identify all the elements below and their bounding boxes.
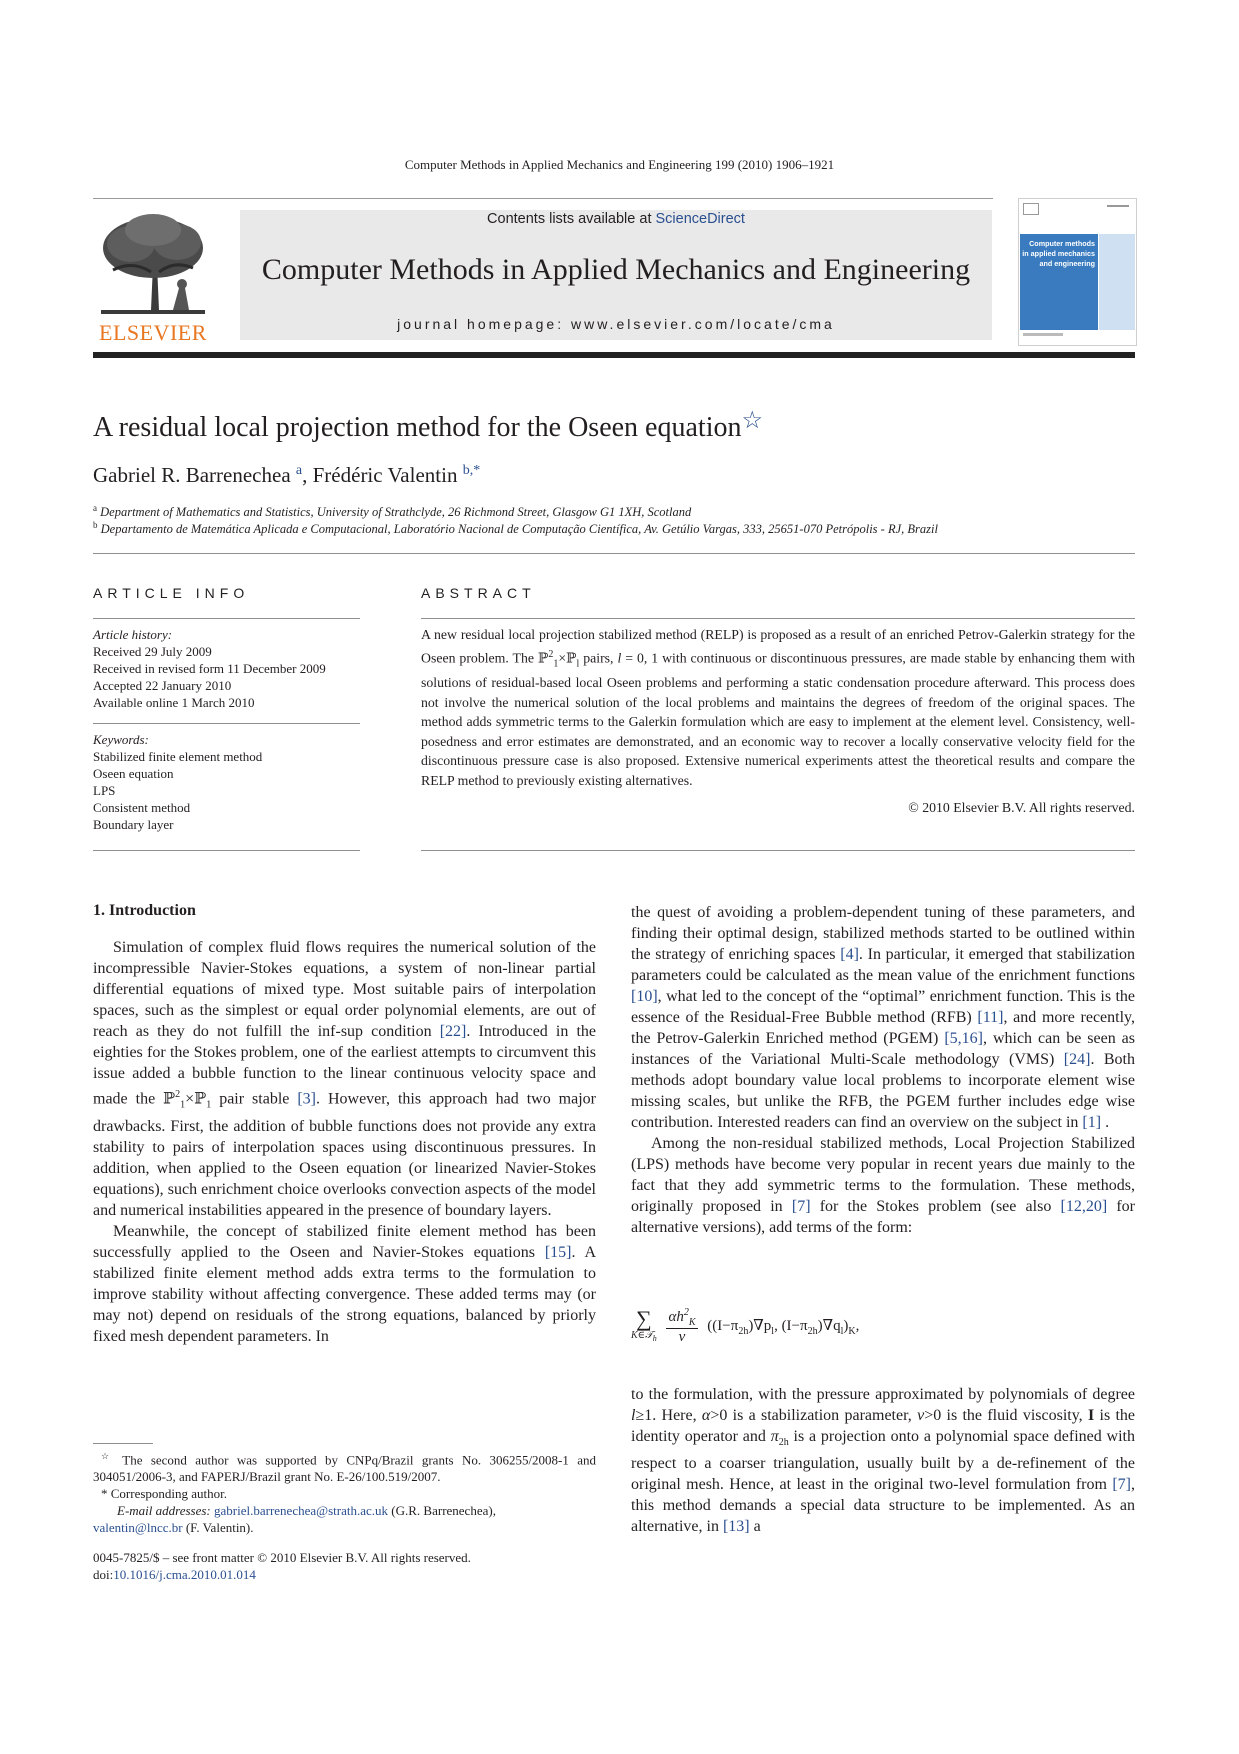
author-name: Gabriel R. Barrenechea: [93, 463, 291, 487]
citation-link[interactable]: [3]: [297, 1090, 316, 1108]
fraction-numerator: [666, 1307, 697, 1329]
body-text: pair stable: [211, 1090, 298, 1108]
keyword: LPS: [93, 783, 116, 798]
journal-cover-thumbnail[interactable]: [1018, 198, 1137, 346]
header-thick-rule: [93, 352, 1135, 358]
pair-symbol: ℙ: [163, 1090, 176, 1108]
email-owner: (F. Valentin).: [182, 1520, 254, 1536]
pair-sub: 1: [180, 1099, 186, 1111]
abstract-rule: [421, 850, 1135, 851]
math-var: ν: [917, 1407, 925, 1424]
footnote: [93, 1485, 596, 1502]
elsevier-wordmark: ELSEVIER: [99, 320, 207, 345]
title-footnote-star-icon[interactable]: ☆: [741, 408, 763, 434]
info-rule: [93, 618, 360, 619]
keyword: Oseen equation: [93, 766, 174, 781]
body-text: . Introduced in the eighties for the Stokes problem, one of the earliest attempts to circumvent this issue added a bubble function to the linear continuous velocity space and made the: [93, 1023, 597, 1108]
pair-sub: 1: [206, 1099, 212, 1111]
body-text: , this method demands a special data structure to be implemented. As an alternative, in: [631, 1476, 1135, 1536]
citation-link[interactable]: [4]: [840, 946, 859, 963]
body-text: , and more recently, the Petrov-Galerkin Enriched method (PGEM): [631, 1009, 1135, 1047]
info-rule: [93, 723, 360, 724]
affiliation: [93, 503, 691, 520]
equation-text: ,: [855, 1318, 860, 1334]
fraction: [666, 1307, 697, 1346]
journal-homepage[interactable]: journal homepage: www.elsevier.com/locate/cma: [397, 316, 835, 332]
body-text: is the identity operator and: [631, 1407, 1136, 1445]
cover-volume-mark: [1107, 205, 1129, 207]
body-text: , what led to the concept of the “optimal” enrichment function. This is the essence of the Residual-Free Bubble method (RFB): [631, 988, 1135, 1026]
history-item: Available online 1 March 2010: [93, 695, 255, 710]
journal-title: Computer Methods in Applied Mechanics and Engineering: [261, 253, 971, 286]
doi-prefix: doi:: [93, 1567, 114, 1582]
body-text: . A stabilized finite element method adds extra terms to the formulation to improve stability without affecting convergence. These added terms may (or may not) depend on residuals of the strong equations, balanced by priorly fixed mesh dependent parameters. In: [93, 1243, 597, 1345]
body-text: . However, this approach had two major drawbacks. First, the addition of bubble functions does not provide any extra stability to pairs of interpolation spaces using discontinuous pressures. In addition, when applied to the Oseen equation (or linearized Navier-Stokes equations), such enrichment choice overlooks convection aspects of the model and numerical instabilities appeared in the presence of boundary layers.: [93, 1090, 596, 1219]
pair-sub: 1: [553, 657, 559, 669]
sum-index-text: K∈𝒯: [631, 1330, 653, 1341]
cover-pale-panel: [1099, 234, 1135, 330]
footnote-asterisk-mark: *: [101, 1486, 108, 1502]
sum-symbol: ∑: [636, 1306, 652, 1331]
cover-logo-icon: [1023, 203, 1039, 215]
citation-link[interactable]: [15]: [544, 1243, 572, 1261]
numerator-sup: 2: [683, 1307, 689, 1318]
citation-link[interactable]: [22]: [439, 1023, 467, 1040]
cover-title: Computer methods in applied mechanics and engineering: [1022, 239, 1095, 268]
equation-sub: K: [848, 1326, 856, 1337]
equation-body: [707, 1318, 860, 1337]
body-text: ≥1. Here,: [635, 1407, 702, 1424]
author-affiliation-mark[interactable]: a: [295, 463, 303, 478]
math-var: α: [701, 1407, 711, 1424]
abstract-text: pairs,: [579, 650, 618, 666]
body-text: >0 is the fluid viscosity,: [924, 1407, 1088, 1424]
abstract-text: A new residual local projection stabilized method (RELP) is proposed as a result of an enriched Petrov-Galerkin strategy for the Oseen problem. The: [421, 627, 1135, 666]
citation-link[interactable]: [7]: [1112, 1476, 1131, 1494]
body-text: . In particular, it emerged that stabilization parameters could be calculated as the mean value of the enrichment functions: [631, 946, 1136, 984]
keyword: Boundary layer: [93, 817, 174, 832]
numerator-sub: K: [688, 1317, 696, 1328]
body-text: for the Stokes problem (see also: [810, 1198, 1061, 1215]
equation-text: ): [843, 1318, 849, 1334]
keywords-label: Keywords:: [93, 732, 149, 747]
body-text: Simulation of complex fluid flows requires the numerical solution of the incompressible Navier-Stokes equations, a system of non-linear partial differential equations of mixed type. Most suitable pairs of interpolation spaces, such as the simplest or equal order polynomial elements, are out of reach as they do not fulfill the inf-sup condition: [93, 939, 596, 1040]
math-var: I: [1087, 1407, 1095, 1424]
history-item: Received in revised form 11 December 2009: [93, 661, 326, 676]
abstract-heading: ABSTRACT: [421, 585, 536, 601]
cover-footer-mark: [1023, 333, 1063, 336]
footnote-text: Corresponding author.: [110, 1486, 228, 1502]
footnote-star-icon: ☆: [101, 1451, 115, 1461]
abstract-copyright: © 2010 Elsevier B.V. All rights reserved.: [908, 800, 1135, 815]
doi-link[interactable]: 10.1016/j.cma.2010.01.014: [113, 1567, 256, 1582]
footnote: [93, 1448, 596, 1485]
section-rule: [93, 553, 1135, 554]
pair-symbol: ×ℙ: [558, 650, 577, 666]
equation-sub: 2h: [738, 1326, 749, 1337]
math-var: π: [770, 1428, 779, 1445]
body-column-right: [631, 902, 1135, 1238]
email-link[interactable]: gabriel.barrenechea@strath.ac.uk: [214, 1503, 389, 1519]
email-owner: (G.R. Barrenechea),: [388, 1503, 496, 1519]
paragraph: [631, 1133, 1135, 1238]
citation-link[interactable]: [13]: [722, 1518, 750, 1536]
footnote: [93, 1502, 596, 1536]
body-text: . Both methods adopt boundary value local problems to incorporate element wise missing scales, but unlike the RFB, the PGEM further includes edge wise contribution. Interested readers can find an overview on the subject in: [631, 1051, 1135, 1131]
sum-operator: [631, 1308, 657, 1345]
body-text: .: [1101, 1114, 1110, 1131]
paragraph: [631, 902, 1135, 1133]
keywords: [93, 731, 360, 833]
info-rule: [93, 850, 360, 851]
body-text: to the formulation, with the pressure approximated by polynomials of degree: [631, 1386, 1135, 1403]
equation-text: ((I−π: [707, 1318, 739, 1334]
pair-sup: 2: [548, 648, 554, 660]
citation-link[interactable]: [11]: [977, 1009, 1004, 1026]
keyword: Consistent method: [93, 800, 191, 815]
body-text: the quest of avoiding a problem-dependent tuning of these parameters, and finding their optimal design, stabilized methods started to be outlined within the strategy of enriching spaces: [631, 904, 1135, 963]
history-item: Accepted 22 January 2010: [93, 678, 232, 693]
section-heading: 1. Introduction: [93, 902, 196, 919]
paragraph: [93, 1221, 596, 1347]
paragraph: [631, 1384, 1135, 1537]
math-var: l: [631, 1407, 636, 1424]
equation-text: , (I−π: [774, 1318, 808, 1334]
body-text: Among the non-residual stabilized methods, Local Projection Stabilized (LPS) methods have become very popular in recent years due mainly to the fact that they add symmetric terms to the formulation. These methods, originally proposed in: [631, 1135, 1135, 1215]
citation-link[interactable]: [1]: [1082, 1114, 1102, 1131]
article-info-heading: ARTICLE INFO: [93, 585, 250, 601]
abstract-text: = 0, 1 with continuous or discontinuous pressures, are made stable by enhancing them with solutions of residual-based local Oseen problems and performing a static condensation procedure afterward. This process does not involve the numerical solution of the local problems and maintains the degrees of freedom of the original spaces. The method adds symmetric terms to the Galerkin formulation which are easy to implement at the element level. Consistency, well-posedness and error estimates are demonstrated, and an economic way to recover a locally conservative velocity field for the discontinuous pressure case is also proposed. Extensive numerical experiments attest the theoretical results and compare the RELP method to previously existing alternatives.: [421, 650, 1135, 788]
abstract-rule: [421, 618, 1135, 619]
citation-link[interactable]: [7]: [791, 1198, 811, 1215]
body-text: Meanwhile, the concept of stabilized finite element method has been successfully applied to the Oseen and Navier-Stokes equations: [93, 1222, 596, 1261]
fraction-denominator: ν: [678, 1329, 686, 1345]
affiliation-text: Department of Mathematics and Statistics, University of Strathclyde, 26 Richmond Street, Glasgow G1 1XH, Scotland: [100, 505, 692, 520]
history-label: Article history:: [93, 627, 173, 642]
affiliation-mark: a: [93, 503, 97, 513]
numerator-text: αh: [668, 1309, 684, 1325]
equation-sub: l: [840, 1326, 844, 1337]
contents-line: [240, 211, 992, 227]
pair-sup: 2: [175, 1089, 181, 1100]
body-text: >0 is a stabilization parameter,: [710, 1407, 918, 1424]
issn-line: 0045-7825/$ – see front matter © 2010 Elsevier B.V. All rights reserved.: [93, 1550, 471, 1565]
sum-index: [631, 1330, 657, 1345]
equation-sub: 2h: [807, 1326, 818, 1337]
pair-sub: l: [576, 657, 580, 669]
sciencedirect-link[interactable]: ScienceDirect: [655, 211, 745, 227]
body-column-left: [93, 937, 596, 1347]
footnote-text: The second author was supported by CNPq/Brazil grants No. 306255/2008-1 and 304051/2006-3, and FAPERJ/Brazil grant No. E-26/100.519/2007.: [93, 1452, 596, 1485]
article-title-text: A residual local projection method for the Oseen equation: [93, 412, 742, 443]
citation-link[interactable]: [5,16]: [944, 1030, 983, 1047]
author-name: Frédéric Valentin: [312, 463, 458, 487]
history-item: Received 29 July 2009: [93, 644, 212, 659]
body-column-right-continued: [631, 1384, 1135, 1537]
doi-line: [93, 1566, 596, 1583]
citation-link[interactable]: [10]: [631, 988, 658, 1005]
sum-index-sub: h: [652, 1334, 657, 1343]
contents-prefix: Contents lists available at: [487, 211, 656, 227]
footnote-rule: [93, 1443, 153, 1444]
tree-illustration: [93, 210, 213, 320]
email-label: E-mail addresses:: [117, 1503, 211, 1519]
article-title: [93, 408, 763, 444]
header-rule: [93, 198, 993, 199]
footnotes: [93, 1448, 596, 1536]
author-affiliation-mark[interactable]: b,*: [462, 463, 481, 478]
abstract-body: [421, 625, 1135, 790]
pair-symbol: ℙ: [537, 650, 549, 666]
paragraph: [93, 937, 596, 1221]
keyword: Stabilized finite element method: [93, 749, 263, 764]
equation-text: )∇q: [817, 1318, 841, 1334]
affiliation-mark: b: [93, 520, 98, 530]
author-list: [93, 463, 480, 488]
equation-text: )∇p: [748, 1318, 772, 1334]
affiliation: [93, 520, 938, 537]
citation-link[interactable]: [24]: [1063, 1051, 1091, 1068]
pair-symbol: ×ℙ: [185, 1090, 207, 1108]
display-equation: [631, 1307, 1135, 1346]
article-history: [93, 626, 360, 711]
email-link[interactable]: valentin@lncc.br: [93, 1520, 183, 1536]
equation-sub: l: [771, 1326, 775, 1337]
body-text: , which can be seen as instances of the Variational Multi-Scale methodology (VMS): [631, 1030, 1135, 1068]
body-text: is a projection onto a polynomial space defined with respect to a coarser triangulation, usually built by a de-refinement of the original mesh. Hence, at least in the original two-level formulation from: [631, 1428, 1135, 1494]
body-text: for alternative versions), add terms of the form:: [631, 1198, 1136, 1236]
math-var: l: [617, 650, 622, 666]
author-separator: ,: [302, 463, 313, 487]
citation-link[interactable]: [12,20]: [1060, 1198, 1108, 1215]
affiliation-text: Departamento de Matemática Aplicada e Computacional, Laboratório Nacional de Computação Científica, Av. Getúlio Vargas, 333, 25651-070 Petrópolis - RJ, Brazil: [100, 522, 938, 537]
front-matter: [93, 1549, 596, 1583]
math-sub: 2h: [778, 1437, 789, 1449]
body-text: a: [749, 1518, 761, 1536]
journal-citation: Computer Methods in Applied Mechanics and Engineering 199 (2010) 1906–1921: [404, 157, 835, 172]
